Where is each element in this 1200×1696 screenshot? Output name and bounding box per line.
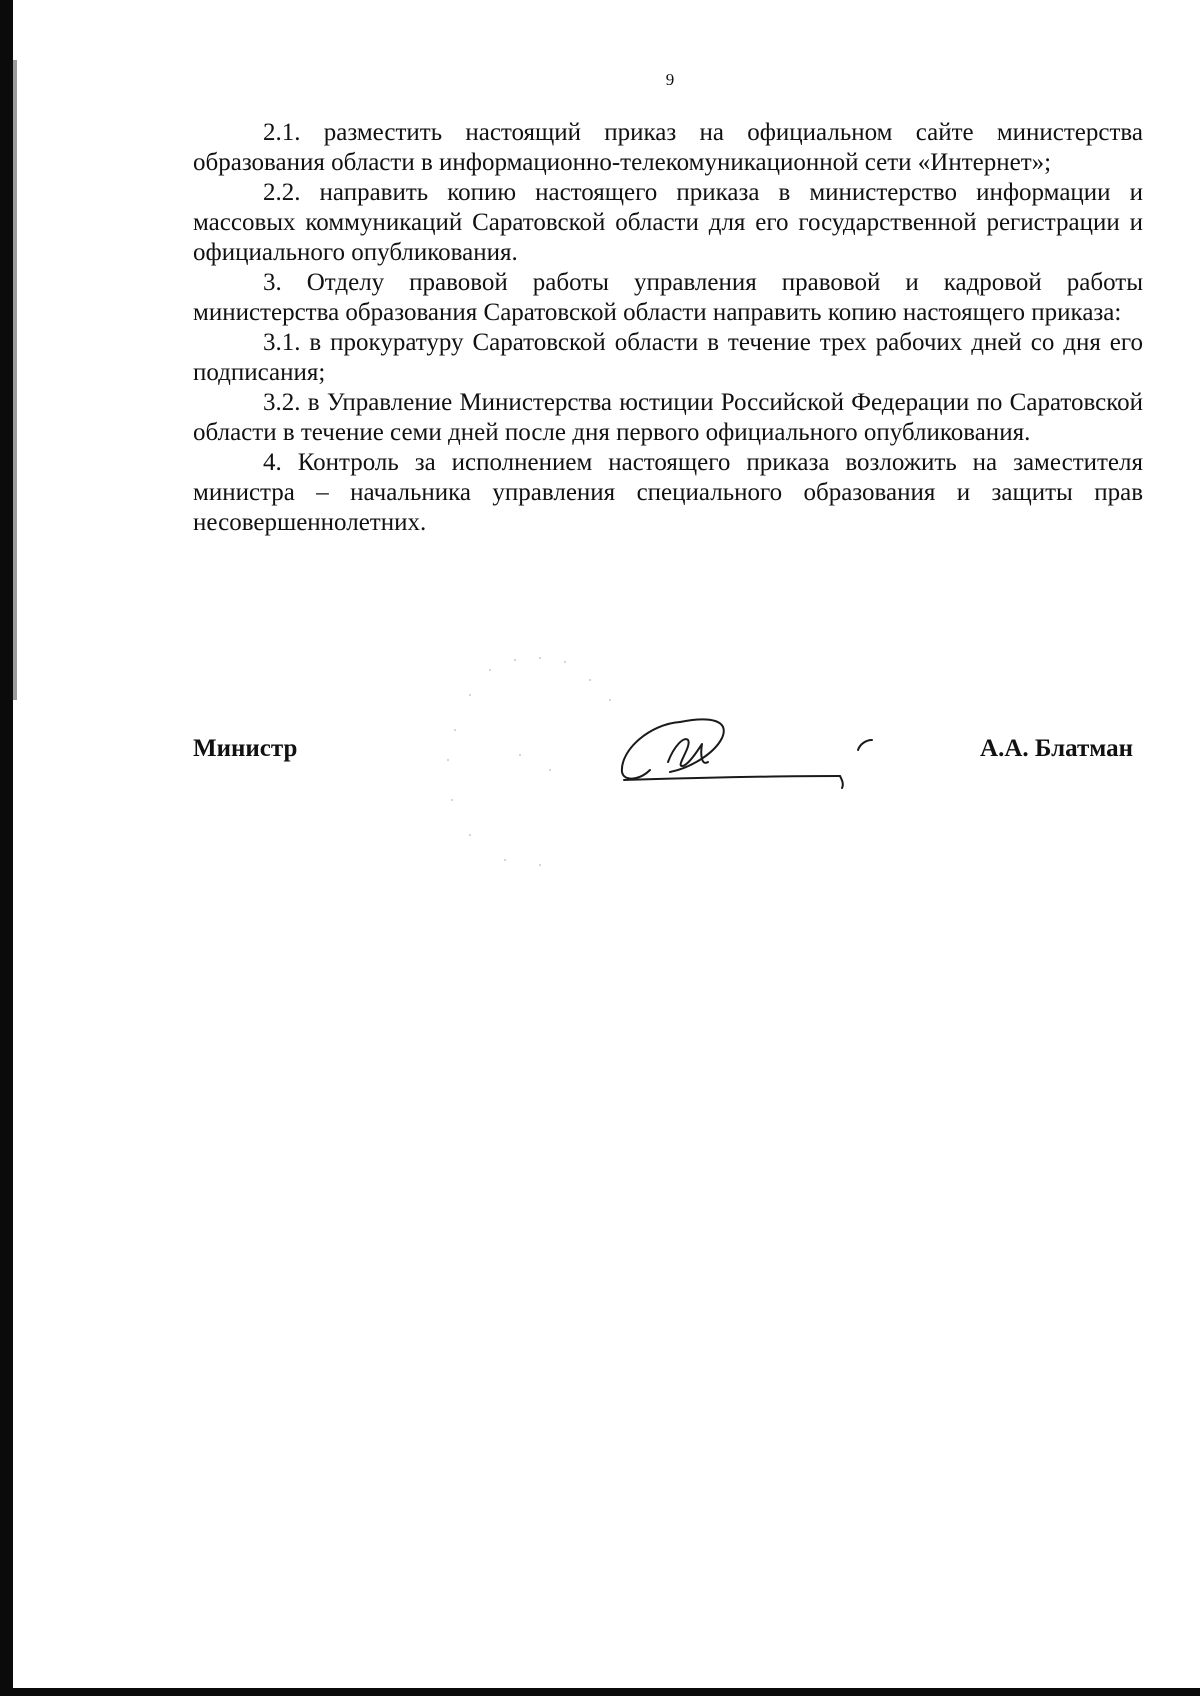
paragraph-2-1: 2.1. разместить настоящий приказ на официальном сайте министерства образования области в информационно-телекомуникационной сети «Интернет»; [193, 119, 1143, 176]
paragraph-3: 3. Отделу правовой работы управления правовой и кадровой работы министерства образования Саратовской области направить копию настоящего приказа: [193, 269, 1143, 326]
scan-left-shadow [13, 60, 17, 700]
paragraph-2-2: 2.2. направить копию настоящего приказа в министерство информации и массовых коммуникаций Саратовской области для его государственной регистрации и официального опубликования. [193, 179, 1143, 266]
paragraph-3-2: 3.2. в Управление Министерства юстиции Российской Федерации по Саратовской области в течение семи дней после дня первого официального опубликования. [193, 389, 1143, 446]
signature-block [193, 735, 1133, 775]
document-body [193, 118, 1143, 538]
scan-left-border [0, 0, 13, 1696]
paragraph-4: 4. Контроль за исполнением настоящего приказа возложить на заместителя министра – начальника управления специального образования и защиты прав несовершеннолетних. [193, 449, 1143, 536]
scan-bottom-border [0, 1688, 1200, 1696]
signatory-title: Министр [193, 735, 298, 762]
page-number: 9 [665, 70, 675, 89]
paragraph-3-1: 3.1. в прокуратуру Саратовской области в течение трех рабочих дней со дня его подписания; [193, 329, 1143, 386]
signatory-name: А.А. Блатман [980, 735, 1133, 762]
